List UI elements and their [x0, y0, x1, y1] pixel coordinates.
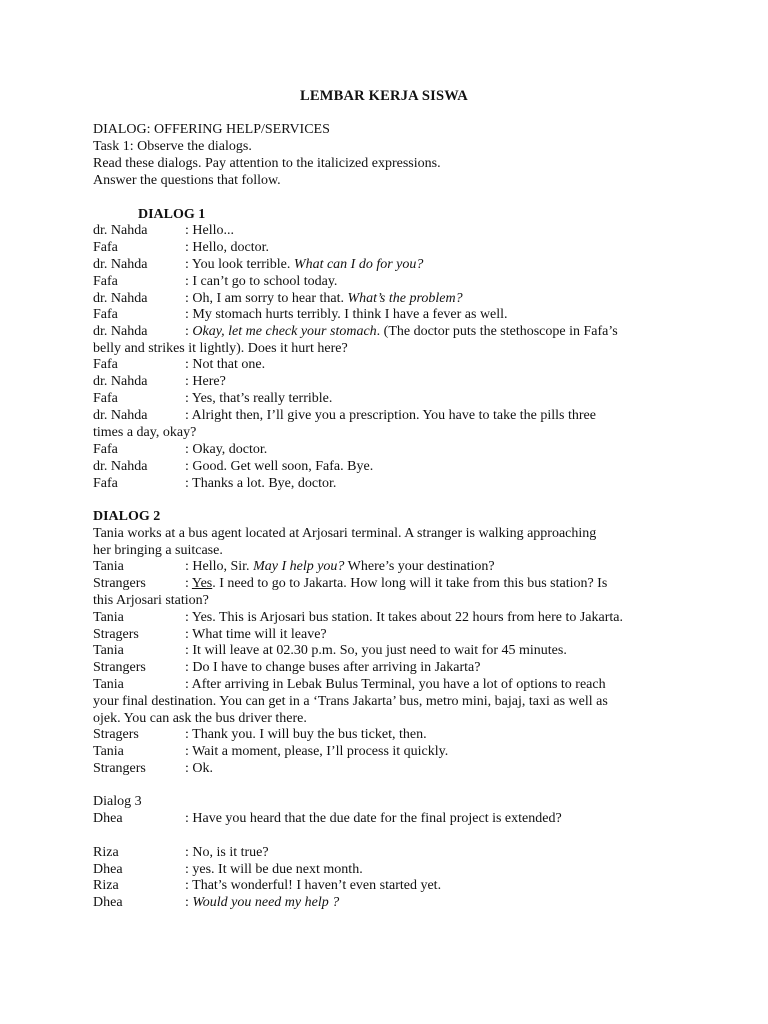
speaker: Tania — [93, 677, 124, 692]
utterance: : Hello... — [185, 223, 234, 238]
speaker: Fafa — [93, 307, 118, 322]
speaker: Strangers — [93, 660, 146, 675]
utterance: : What time will it leave? — [185, 627, 327, 642]
speaker: Fafa — [93, 357, 118, 372]
section-heading: DIALOG: OFFERING HELP/SERVICES — [93, 122, 330, 137]
speaker: Riza — [93, 878, 119, 893]
italic-expression: Would you need my help ? — [192, 895, 340, 910]
utterance: : Ok. — [185, 761, 214, 776]
underlined-word: Yes — [191, 576, 213, 591]
utterance: : Thank you. I will buy the bus ticket, then. — [185, 727, 427, 742]
italic-expression: What’s the problem? — [347, 291, 463, 306]
utterance: : Thanks a lot. Bye, doctor. — [185, 476, 337, 491]
utterance-continued: your final destination. You can get in a ‘Trans Jakarta’ bus, metro mini, bajaj, taxi as well as — [93, 694, 608, 709]
utterance: : After arriving in Lebak Bulus Terminal, you have a lot of options to reach — [185, 677, 606, 692]
utterance: : Hello, doctor. — [185, 240, 269, 255]
speaker: dr. Nahda — [93, 408, 148, 423]
speaker: Tania — [93, 559, 124, 574]
speaker: Fafa — [93, 442, 118, 457]
utterance-continued: belly and strikes it lightly). Does it hurt here? — [93, 341, 348, 356]
speaker: Dhea — [93, 895, 123, 910]
speaker: Strangers — [93, 761, 146, 776]
speaker: dr. Nahda — [93, 257, 148, 272]
speaker: Stragers — [93, 627, 139, 642]
utterance: : Do I have to change buses after arriving in Jakarta? — [185, 660, 481, 675]
speaker: dr. Nahda — [93, 291, 148, 306]
utterance-continued: ojek. You can ask the bus driver there. — [93, 711, 307, 726]
speaker: dr. Nahda — [93, 223, 148, 238]
utterance: : Would you need my help ? — [185, 895, 340, 910]
italic-expression: Okay, let me check your stomach — [192, 324, 377, 339]
speaker: Fafa — [93, 476, 118, 491]
speaker: Strangers — [93, 576, 146, 591]
utterance: : Not that one. — [185, 357, 266, 372]
speaker: Riza — [93, 845, 119, 860]
speaker: dr. Nahda — [93, 459, 148, 474]
speaker: Tania — [93, 610, 124, 625]
dialog-1-heading: DIALOG 1 — [138, 207, 206, 222]
speaker: Stragers — [93, 727, 139, 742]
dialog-2-intro: her bringing a suitcase. — [93, 543, 223, 558]
utterance: : Wait a moment, please, I’ll process it quickly. — [185, 744, 449, 759]
utterance: : Yes. I need to go to Jakarta. How long will it take from this bus station? Is — [185, 576, 608, 591]
utterance: : Alright then, I’ll give you a prescription. You have to take the pills three — [185, 408, 596, 423]
utterance: : That’s wonderful! I haven’t even started yet. — [185, 878, 442, 893]
speaker: Tania — [93, 744, 124, 759]
utterance: : Here? — [185, 374, 226, 389]
utterance: : Good. Get well soon, Fafa. Bye. — [185, 459, 374, 474]
dialog-2-heading: DIALOG 2 — [93, 509, 161, 524]
utterance: : No, is it true? — [185, 845, 269, 860]
italic-expression: What can I do for you? — [293, 257, 424, 272]
utterance: : Yes. This is Arjosari bus station. It takes about 22 hours from here to Jakarta. — [185, 610, 623, 625]
utterance: : Yes, that’s really terrible. — [185, 391, 333, 406]
task-line: Task 1: Observe the dialogs. — [93, 139, 252, 154]
dialog-3-heading: Dialog 3 — [93, 794, 142, 809]
page-title: LEMBAR KERJA SISWA — [300, 88, 468, 104]
dialog-2-intro: Tania works at a bus agent located at Arjosari terminal. A stranger is walking approaching — [93, 526, 597, 541]
utterance: : My stomach hurts terribly. I think I have a fever as well. — [185, 307, 508, 322]
utterance: : You look terrible. What can I do for you? — [185, 257, 424, 272]
utterance-continued: this Arjosari station? — [93, 593, 209, 608]
utterance-continued: times a day, okay? — [93, 425, 197, 440]
utterance: : It will leave at 02.30 p.m. So, you just need to wait for 45 minutes. — [185, 643, 567, 658]
speaker: Dhea — [93, 862, 123, 877]
speaker: Dhea — [93, 811, 123, 826]
instruction-line: Answer the questions that follow. — [93, 173, 281, 188]
utterance: : I can’t go to school today. — [185, 274, 338, 289]
speaker: Fafa — [93, 391, 118, 406]
speaker: Fafa — [93, 240, 118, 255]
utterance: : Okay, let me check your stomach. (The doctor puts the stethoscope in Fafa’s — [185, 324, 618, 339]
instruction-line: Read these dialogs. Pay attention to the italicized expressions. — [93, 156, 441, 171]
utterance: : Hello, Sir. May I help you? Where’s your destination? — [185, 559, 495, 574]
speaker: dr. Nahda — [93, 324, 148, 339]
utterance: : yes. It will be due next month. — [185, 862, 363, 877]
utterance: : Okay, doctor. — [185, 442, 268, 457]
speaker: Tania — [93, 643, 124, 658]
utterance: : Have you heard that the due date for the final project is extended? — [185, 811, 562, 826]
utterance: : Oh, I am sorry to hear that. What’s the problem? — [185, 291, 463, 306]
speaker: dr. Nahda — [93, 374, 148, 389]
speaker: Fafa — [93, 274, 118, 289]
italic-expression: May I help you? — [253, 559, 345, 574]
